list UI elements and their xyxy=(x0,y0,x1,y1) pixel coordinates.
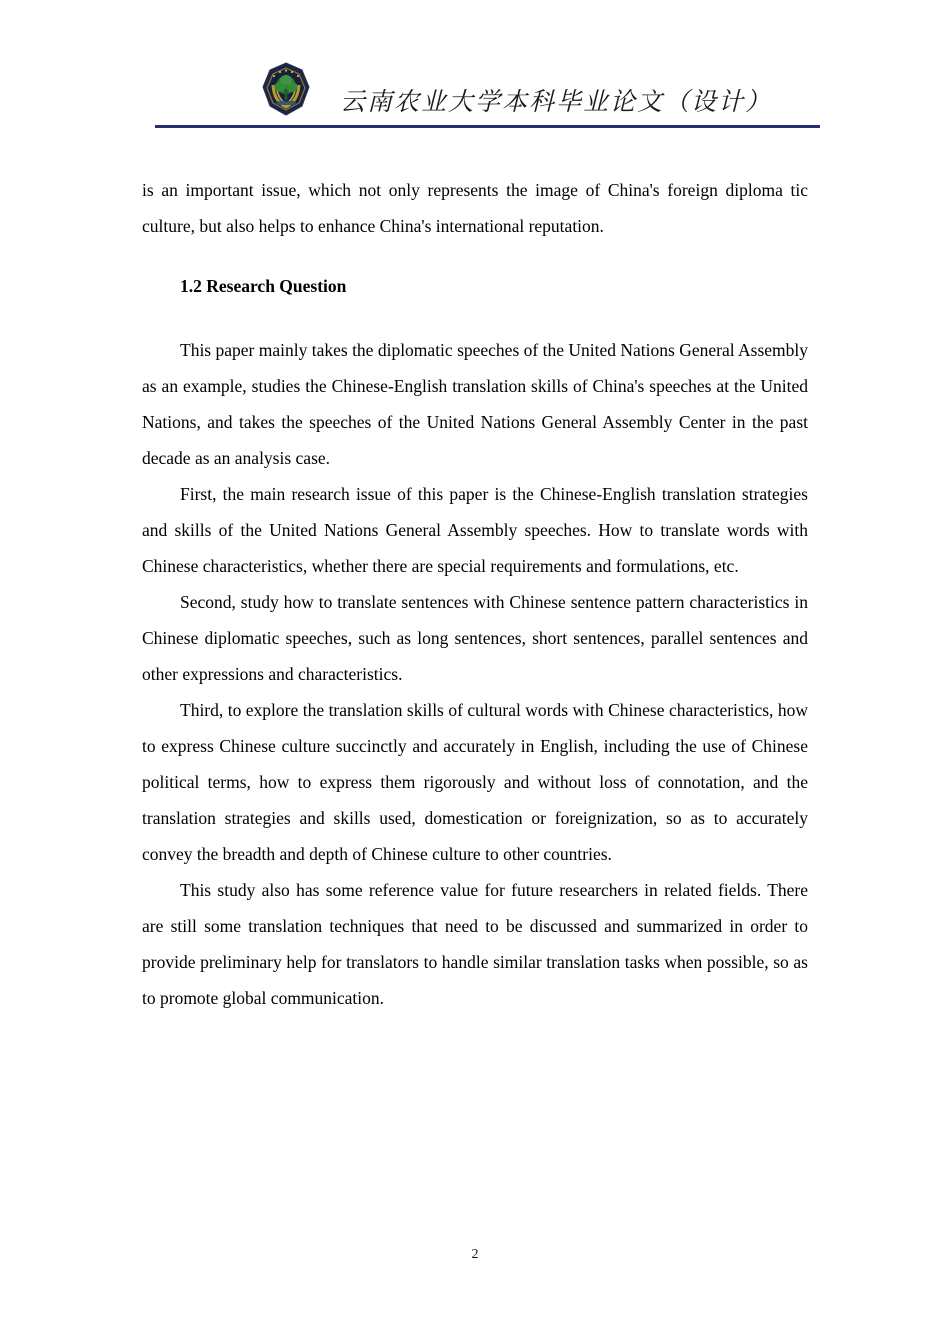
spacer xyxy=(142,244,808,268)
header-divider xyxy=(155,125,820,128)
header-title: 云南农业大学本科毕业论文（设计） xyxy=(340,89,773,116)
header-row xyxy=(155,55,820,117)
paragraph: Third, to explore the translation skills of cultural words with Chinese characteristics, how to express Chinese culture succinctly and accurately in English, including the use of Chinese political terms, how to express them rigorously and without loss of connotation, and the translation strategies and skills used, domestication or foreignization, so as to accurately convey the breadth and depth of Chinese culture to other countries. xyxy=(142,700,808,864)
spacer xyxy=(142,304,808,332)
continued-paragraph: is an important issue, which not only represents the image of China's foreign diploma tic culture, but also helps to enhance China's international reputation. xyxy=(142,180,808,236)
university-emblem-icon xyxy=(260,61,312,117)
document-body xyxy=(142,172,808,1016)
paragraph: This study also has some reference value for future researchers in related fields. There are still some translation techniques that need to be discussed and summarized in order to provide preliminary help for translators to handle similar translation tasks when possible, so as to promote global communication. xyxy=(142,880,808,1008)
section-heading-research-question: 1.2 Research Question xyxy=(180,276,347,296)
page-number: 2 xyxy=(471,1247,479,1262)
paragraph: First, the main research issue of this paper is the Chinese-English translation strategies and skills of the United Nations General Assembly speeches. How to translate words with Chinese characteristics, whether there are special requirements and formulations, etc. xyxy=(142,484,808,576)
paragraph: Second, study how to translate sentences with Chinese sentence pattern characteristics in Chinese diplomatic speeches, such as long sentences, short sentences, parallel sentences and other expressions and characteristics. xyxy=(142,592,808,684)
page-footer xyxy=(0,1245,950,1263)
paragraph: This paper mainly takes the diplomatic speeches of the United Nations General Assembly as an example, studies the Chinese-English translation skills of China's speeches at the United Nations, and takes the speeches of the United Nations General Assembly Center in the past decade as an analysis case. xyxy=(142,340,808,468)
page-header xyxy=(155,55,820,135)
